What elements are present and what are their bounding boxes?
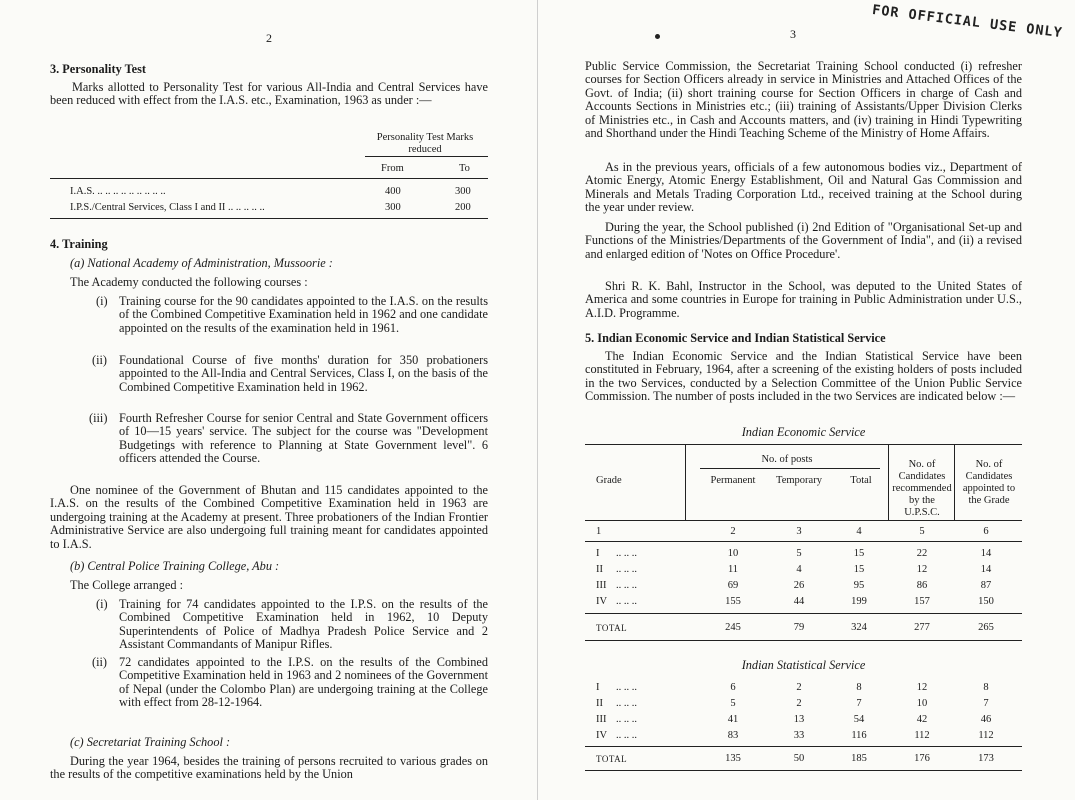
col-to-header: To bbox=[459, 163, 470, 174]
grade-label: IV bbox=[596, 730, 608, 741]
table-cell: 6 bbox=[730, 682, 736, 693]
table-cell: 150 bbox=[978, 596, 994, 607]
table-cell: 86 bbox=[916, 580, 928, 591]
ink-dot bbox=[655, 34, 660, 39]
list-item-label: (ii) bbox=[92, 353, 108, 367]
table-cell: 15 bbox=[853, 548, 865, 559]
column-number: 5 bbox=[919, 526, 925, 537]
marks-row-to: 200 bbox=[455, 202, 471, 213]
table-cell: 14 bbox=[980, 548, 992, 559]
table-rule bbox=[585, 640, 1022, 641]
academy-paragraph: One nominee of the Government of Bhutan and 115 candidates appointed to the I.A.S. on the results of the Combined Competitive Examination held in 1963 are undergoing training at the Academy at present. Three probationers of the Indian Frontier Administrative Service are also undergoing full training meant for candidates appointed to I.A.S. bbox=[50, 483, 488, 551]
marks-row-from: 300 bbox=[385, 202, 401, 213]
list-item bbox=[89, 412, 488, 480]
list-item-text: Training for 74 candidates appointed to the I.P.S. on the results of the Combined Competitive Examination held in 1962, 10 Deputy Superintendents of Police of Madhya Pradesh Police Service and 2 Assistant Commandants of Manipur Rifles. bbox=[119, 597, 488, 652]
column-number: 2 bbox=[730, 526, 736, 537]
column-number: 3 bbox=[796, 526, 802, 537]
table-title-ies: Indian Economic Service bbox=[741, 425, 866, 439]
section-heading-services: 5. Indian Economic Service and Indian Statistical Service bbox=[585, 331, 886, 345]
column-number: 1 bbox=[596, 526, 602, 537]
table-title-iss: Indian Statistical Service bbox=[741, 658, 866, 672]
col-header-grade: Grade bbox=[596, 475, 622, 486]
college-intro: The College arranged : bbox=[70, 578, 184, 592]
list-item bbox=[92, 354, 488, 408]
table-rule bbox=[50, 178, 488, 179]
secretariat-paragraph-cont: Public Service Commission, the Secretariat Training School conducted (i) refresher courses for Section Officers already in service in Ministries and Attached Offices of the Govt. of India; (ii) short training course for Section Officers in charge of Cash and Accounts Sections in Ministries etc.; (iii) training of Assistants/Upper Division Clerks of Ministries etc., in Cash and Accounts matters, and (iv) training in Hindi Typewriting and Shorthand under the Hindi Teaching Scheme of the Ministry of Home Affairs. bbox=[585, 59, 1022, 141]
total-label: TOTAL bbox=[596, 623, 628, 633]
secretariat-paragraph: During the year 1964, besides the training of persons recruited to various grades on the results of the competitive examinations held by the Union bbox=[50, 754, 488, 782]
table-cell: 11 bbox=[727, 564, 739, 575]
table-cell: 176 bbox=[914, 753, 930, 764]
table-cell: 2 bbox=[796, 698, 802, 709]
table-cell: 54 bbox=[853, 714, 865, 725]
table-rule bbox=[585, 541, 1022, 542]
grade-label: III bbox=[596, 580, 607, 591]
leader-dots: .. .. .. bbox=[616, 564, 637, 575]
table-cell: 324 bbox=[851, 622, 867, 633]
table-cell: 44 bbox=[793, 596, 805, 607]
marks-row-to: 300 bbox=[455, 186, 471, 197]
column-number: 6 bbox=[983, 526, 989, 537]
leader-dots: .. .. .. bbox=[616, 596, 637, 607]
table-cell: 157 bbox=[914, 596, 930, 607]
subheading-academy: (a) National Academy of Administration, Mussoorie : bbox=[70, 256, 333, 270]
list-item-text: 72 candidates appointed to the I.P.S. on the results of the Combined Competitive Examination held in 1963 and 2 nominees of the Government of Nepal (under the Colombo Plan) are undergoing training at the College with effect from 28-12-1964. bbox=[119, 655, 488, 710]
page-number: 2 bbox=[266, 31, 272, 45]
table-cell: 112 bbox=[914, 730, 930, 741]
col-from-header: From bbox=[381, 163, 404, 174]
table-rule bbox=[50, 218, 488, 219]
table-cell: 33 bbox=[793, 730, 805, 741]
table-column-rule bbox=[954, 444, 955, 520]
table-rule bbox=[585, 444, 1022, 445]
section-heading-personality: 3. Personality Test bbox=[50, 62, 146, 76]
right-page bbox=[538, 0, 1075, 800]
list-item-label: (i) bbox=[96, 597, 108, 611]
table-cell: 15 bbox=[853, 564, 865, 575]
official-use-stamp: FOR OFFICIAL USE ONLY bbox=[871, 2, 1064, 42]
list-item bbox=[96, 598, 488, 652]
table-cell: 185 bbox=[851, 753, 867, 764]
table-cell: 50 bbox=[793, 753, 805, 764]
services-paragraph: The Indian Economic Service and the Indian Statistical Service have been constituted in February, 1964, after a screening of the existing holders of posts included in the two Services, conducted by a Selection Committee of the Union Public Service Commission. The number of posts included in the two Services are indicated below :— bbox=[585, 349, 1022, 404]
table-cell: 12 bbox=[916, 564, 928, 575]
table-cell: 10 bbox=[916, 698, 928, 709]
list-item-text: Training course for the 90 candidates appointed to the I.A.S. on the results of the Combined Competitive Examination held in 1962 and one candidate appointed on the results of the examination held in 1961. bbox=[119, 294, 488, 335]
table-cell: 135 bbox=[725, 753, 741, 764]
table-rule bbox=[585, 520, 1022, 521]
table-cell: 277 bbox=[914, 622, 930, 633]
table-cell: 199 bbox=[851, 596, 867, 607]
table-cell: 112 bbox=[978, 730, 994, 741]
section-heading-training: 4. Training bbox=[50, 237, 108, 251]
autonomous-bodies-paragraph: As in the previous years, officials of a few autonomous bodies viz., Department of Atomic Energy, Atomic Energy Establishment, Oil and Natural Gas Commission and Minerals and Metals Trading Corporation Ltd., received training at the School during the year under review. bbox=[585, 160, 1022, 215]
leader-dots: .. .. .. bbox=[616, 698, 637, 709]
leader-dots: .. .. .. bbox=[616, 730, 637, 741]
table-rule bbox=[700, 468, 880, 469]
table-cell: 173 bbox=[978, 753, 994, 764]
subheading-police-college: (b) Central Police Training College, Abu : bbox=[70, 559, 280, 573]
table-cell: 5 bbox=[730, 698, 736, 709]
page-number: 3 bbox=[790, 27, 796, 41]
table-cell: 79 bbox=[793, 622, 805, 633]
col-header-permanent: Permanent bbox=[710, 475, 756, 486]
group-header-posts: No. of posts bbox=[761, 454, 813, 465]
leader-dots: .. .. .. bbox=[616, 580, 637, 591]
table-cell: 22 bbox=[916, 548, 928, 559]
col-header-temporary: Temporary bbox=[776, 475, 822, 486]
column-number: 4 bbox=[856, 526, 862, 537]
table-rule bbox=[365, 156, 488, 157]
table-cell: 2 bbox=[796, 682, 802, 693]
table-cell: 8 bbox=[983, 682, 989, 693]
table-cell: 69 bbox=[727, 580, 739, 591]
col-header-appointed: No. of Candidates appointed to the Grade bbox=[962, 459, 1016, 506]
table-cell: 4 bbox=[796, 564, 802, 575]
table-rule bbox=[585, 746, 1022, 747]
table-column-rule bbox=[888, 444, 889, 520]
academy-intro: The Academy conducted the following courses : bbox=[70, 275, 308, 289]
table-cell: 8 bbox=[856, 682, 862, 693]
total-label: TOTAL bbox=[596, 754, 628, 764]
table-cell: 245 bbox=[725, 622, 741, 633]
table-cell: 26 bbox=[793, 580, 805, 591]
table-cell: 7 bbox=[856, 698, 862, 709]
table-cell: 95 bbox=[853, 580, 865, 591]
table-cell: 83 bbox=[727, 730, 739, 741]
list-item-text: Foundational Course of five months' duration for 350 probationers appointed to the All-India and Central Services, Class I, on the basis of the Combined Competitive Examination held in 1962. bbox=[119, 353, 488, 394]
table-cell: 87 bbox=[980, 580, 992, 591]
table-rule bbox=[585, 613, 1022, 614]
col-header-recommended: No. of Candidates recommended by the U.P.S.C. bbox=[892, 459, 952, 518]
grade-label: II bbox=[596, 698, 603, 709]
subheading-secretariat-school: (c) Secretariat Training School : bbox=[70, 735, 231, 749]
list-item bbox=[92, 656, 488, 724]
table-column-rule bbox=[685, 444, 686, 520]
table-cell: 42 bbox=[916, 714, 928, 725]
deputation-paragraph: Shri R. K. Bahl, Instructor in the School, was deputed to the United States of America and some countries in Europe for training in Public Administration under U.S., A.I.D. Programme. bbox=[585, 279, 1022, 320]
table-cell: 46 bbox=[980, 714, 992, 725]
leader-dots: .. .. .. bbox=[616, 548, 637, 559]
table-cell: 7 bbox=[983, 698, 989, 709]
table-cell: 155 bbox=[725, 596, 741, 607]
table-cell: 116 bbox=[851, 730, 867, 741]
table-cell: 10 bbox=[727, 548, 739, 559]
table-cell: 41 bbox=[727, 714, 739, 725]
table-cell: 265 bbox=[978, 622, 994, 633]
personality-paragraph: Marks allotted to Personality Test for various All-India and Central Services have been reduced with effect from the I.A.S. etc., Examination, 1963 as under :— bbox=[50, 80, 488, 108]
table-rule bbox=[585, 770, 1022, 771]
publications-paragraph: During the year, the School published (i) 2nd Edition of "Organisational Set-up and Functions of the Ministries/Departments of the Government of India", and (ii) a revised and enlarged edition of 'Notes on Office Procedure'. bbox=[585, 220, 1022, 261]
grade-label: III bbox=[596, 714, 607, 725]
list-item-text: Fourth Refresher Course for senior Central and State Government officers of 10—15 years' service. The subject for the course was "Development Budgetings with reference to Planning at State Government level". 6 officers attended the Course. bbox=[119, 411, 488, 466]
grade-label: IV bbox=[596, 596, 608, 607]
col-header-total: Total bbox=[850, 475, 872, 486]
marks-table-header: Personality Test Marks reduced bbox=[376, 132, 474, 155]
table-cell: 14 bbox=[980, 564, 992, 575]
marks-row-label: I.A.S. .. .. .. .. .. .. .. .. .. bbox=[70, 186, 166, 197]
marks-row-from: 400 bbox=[385, 186, 401, 197]
grade-label: I bbox=[596, 548, 600, 559]
grade-label: I bbox=[596, 682, 600, 693]
table-cell: 13 bbox=[793, 714, 805, 725]
leader-dots: .. .. .. bbox=[616, 714, 637, 725]
table-cell: 12 bbox=[916, 682, 928, 693]
marks-row-label: I.P.S./Central Services, Class I and II .. .. .. .. .. bbox=[70, 202, 265, 213]
list-item bbox=[96, 295, 488, 349]
list-item-label: (ii) bbox=[92, 655, 108, 669]
leader-dots: .. .. .. bbox=[616, 682, 637, 693]
list-item-label: (i) bbox=[96, 294, 108, 308]
grade-label: II bbox=[596, 564, 603, 575]
list-item-label: (iii) bbox=[89, 411, 108, 425]
table-cell: 5 bbox=[796, 548, 802, 559]
